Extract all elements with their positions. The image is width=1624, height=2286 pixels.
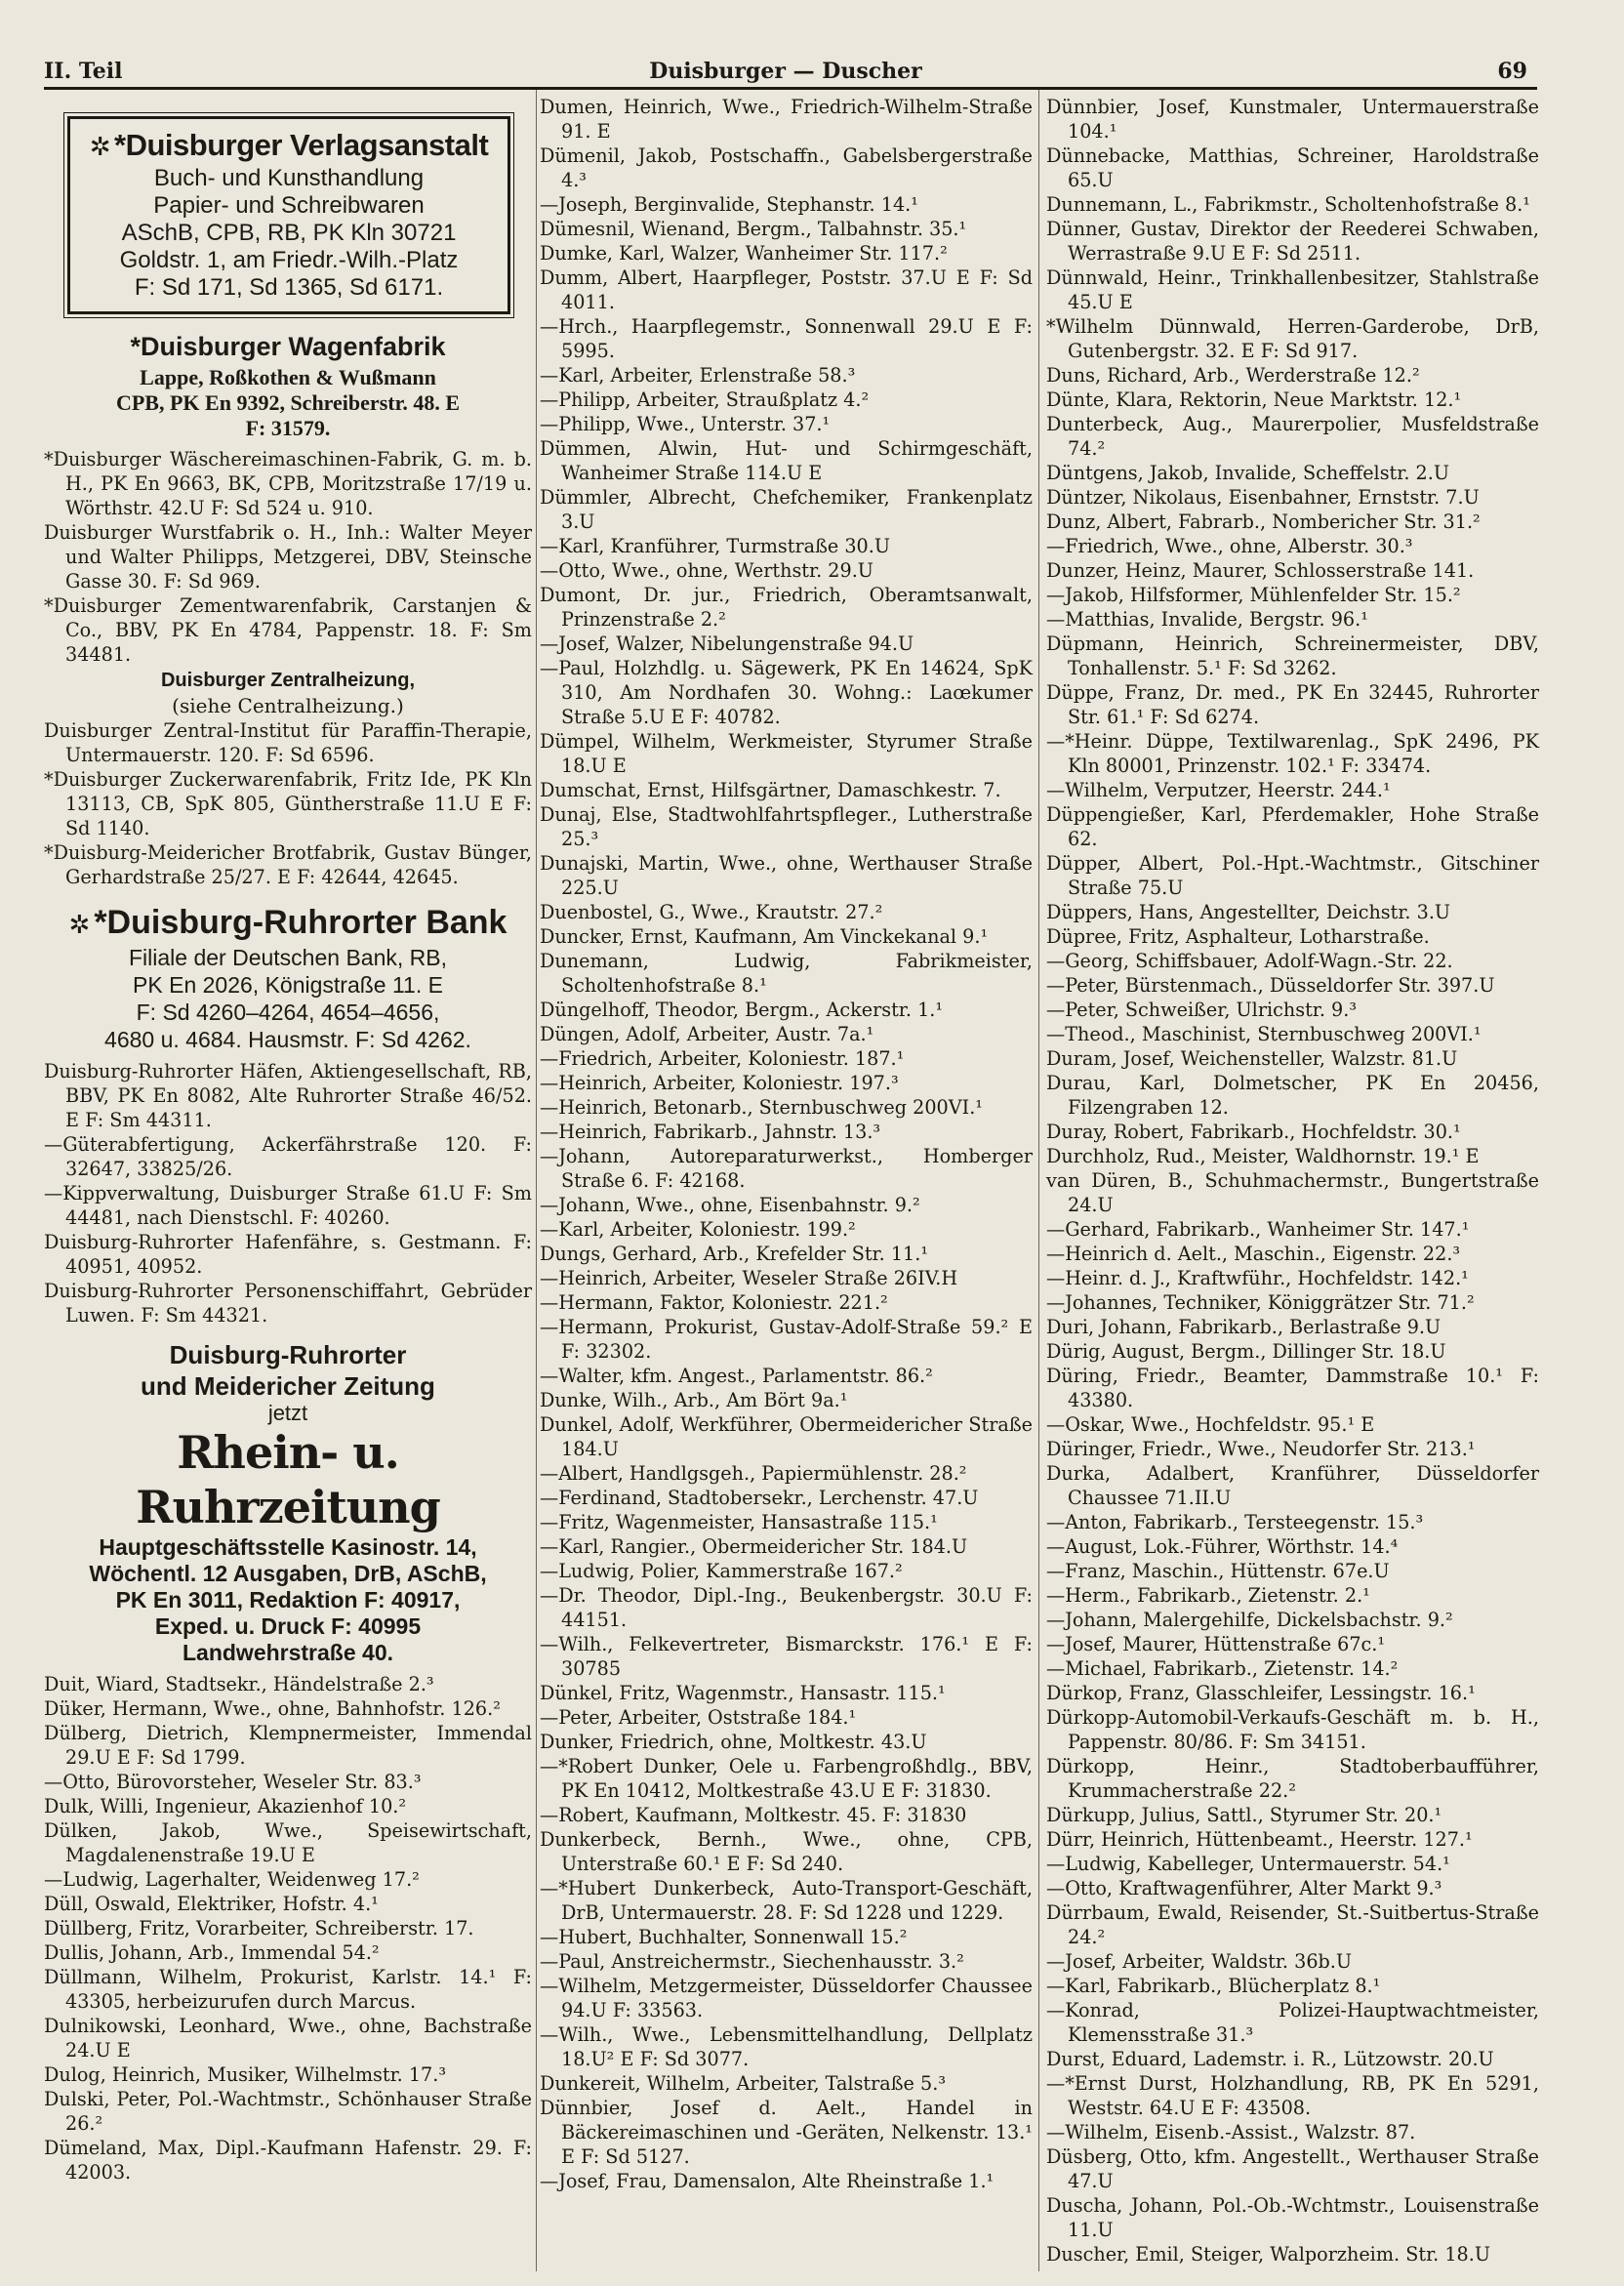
list-item: —Ludwig, Polier, Kammerstraße 167.² [540,1560,903,1582]
list-item: —Peter, Schweißer, Ulrichstr. 9.³ [1046,999,1358,1021]
page-number: 69 [1497,59,1527,84]
list-item: Dürrbaum, Ewald, Reisender, St.-Suitbertus-Straße 24.² [1046,1901,1539,1948]
list-item: *Duisburger Wäschereimaschinen-Fabrik, G. m. b. H., PK En 9663, BK, CPB, Moritzstraße 17/19 u. Wörthstr. 42.U F: Sd 524 u. 910. [44,448,532,519]
list-item: Düntgens, Jakob, Invalide, Scheffelstr. 2.U [1046,462,1449,484]
list-item: *Duisburger Zuckerwarenfabrik, Fritz Ide, PK Kln 13113, CB, SpK 805, Güntherstraße 11.U E F: Sd 1140. [44,768,532,839]
list-item: Dürkupp, Julius, Sattl., Styrumer Str. 20.¹ [1046,1804,1442,1826]
list-item: Düppe, Franz, Dr. med., PK En 32445, Ruhrorter Str. 61.¹ F: Sd 6274. [1046,681,1539,728]
entry-list [540,95,1033,2193]
list-item: Dürkopp-Automobil-Verkaufs-Geschäft m. b. H., Pappenstr. 80/86. F: Sm 34151. [1046,1706,1539,1753]
list-item: Düntzer, Nikolaus, Eisenbahner, Ernststr. 7.U [1046,486,1480,509]
ad-line: Lappe, Roßkothen & Wußmann [140,365,436,389]
list-item: Duisburg-Ruhrorter Häfen, Aktiengesellschaft, RB, BBV, PK En 8082, Alte Ruhrorter Straße 46/52. E F: Sm 44311. [44,1060,532,1131]
list-item: —Wilhelm, Eisenb.-Assist., Walzstr. 87. [1046,2121,1416,2143]
list-item: Düringer, Friedr., Wwe., Neudorfer Str. 213.¹ [1046,1438,1476,1460]
list-item: Düppengießer, Karl, Pferdemakler, Hohe Straße 62. [1046,803,1539,850]
list-item: *Duisburg-Meidericher Brotfabrik, Gustav Bünger, Gerhardstraße 25/27. E F: 42644, 42645. [44,841,532,888]
ad-zeitung [44,1339,532,1666]
ad-line: Hauptgeschäftsstelle Kasinostr. 14, [99,1534,477,1560]
list-item: —Josef, Walzer, Nibelungenstraße 94.U [540,633,914,655]
list-item: Dunkereit, Wilhelm, Arbeiter, Talstraße 5.³ [540,2072,947,2095]
list-item: —Wilh., Wwe., Lebensmittelhandlung, Dellplatz 18.U² E F: Sd 3077. [540,2023,1033,2070]
list-item: Dumke, Karl, Walzer, Wanheimer Str. 117.² [540,242,948,265]
list-item: —Josef, Maurer, Hüttenstraße 67c.¹ [1046,1633,1386,1655]
page-header [44,53,1527,86]
list-item: Düll, Oswald, Elektriker, Hofstr. 4.¹ [44,1893,379,1915]
list-item: Dunz, Albert, Fabrarb., Nombericher Str. 31.² [1046,510,1481,533]
ad-line: Wöchentl. 12 Ausgaben, DrB, ASchB, [89,1561,487,1586]
list-item: Dünnwald, Heinr., Trinkhallenbesitzer, Stahlstraße 45.U E [1046,266,1539,313]
list-item: Dumm, Albert, Haarpfleger, Poststr. 37.U E F: Sd 4011. [540,266,1033,313]
list-item: —Karl, Arbeiter, Erlenstraße 58.³ [540,364,856,387]
list-item: Dürkop, Franz, Glasschleifer, Lessingstr. 16.¹ [1046,1682,1476,1704]
list-item: —Johann, Malergehilfe, Dickelsbachstr. 9.² [1046,1609,1453,1631]
list-item: Düpper, Albert, Pol.-Hpt.-Wachtmstr., Gitschiner Straße 75.U [1046,852,1539,899]
ad-title: *Duisburg-Ruhrorter Bank [94,904,508,941]
list-item: Düllberg, Fritz, Vorarbeiter, Schreiberstr. 17. [44,1917,474,1939]
list-item: Durst, Eduard, Lademstr. i. R., Lützowstr. 20.U [1046,2048,1494,2070]
column-3 [1046,95,1539,2266]
list-item: —Konrad, Polizei-Hauptwachtmeister, Klemensstraße 31.³ [1046,1999,1539,2046]
list-item: —Johann, Wwe., ohne, Eisenbahnstr. 9.² [540,1194,920,1216]
list-item: —Karl, Kranführer, Turmstraße 30.U [540,535,891,557]
list-item: —Peter, Bürstenmach., Düsseldorfer Str. 397.U [1046,974,1495,997]
list-item: —Wilhelm, Verputzer, Heerstr. 244.¹ [1046,779,1391,801]
list-item: —Karl, Fabrikarb., Blücherplatz 8.¹ [1046,1975,1381,1997]
list-item: Dunkel, Adolf, Werkführer, Obermeidericher Straße 184.U [540,1413,1033,1460]
list-item: Dümenil, Jakob, Postschaffn., Gabelsbergerstraße 4.³ [540,144,1033,191]
ad-line: und Meidericher Zeitung [141,1371,435,1401]
list-item: Dumont, Dr. jur., Friedrich, Oberamtsanwalt, Prinzenstraße 2.² [540,584,1033,631]
list-item: —Paul, Anstreichermstr., Siechenhausstr. 3.² [540,1950,964,1973]
list-item: —Michael, Fabrikarb., Zietenstr. 14.² [1046,1657,1399,1680]
list-item: Dümesnil, Wienand, Bergm., Talbahnstr. 35.¹ [540,218,967,240]
list-item: —Herm., Fabrikarb., Zietenstr. 2.¹ [1046,1584,1370,1607]
list-item: Dunke, Wilh., Arb., Am Bört 9a.¹ [540,1389,848,1411]
list-item: —Johannes, Techniker, Königgrätzer Str. 71.² [1046,1291,1475,1314]
list-item: Düpmann, Heinrich, Schreinermeister, DBV, Tonhallenstr. 5.¹ F: Sd 3262. [1046,633,1539,679]
ad-line: 4680 u. 4684. Hausmstr. F: Sd 4262. [104,1027,471,1052]
list-item: Duncker, Ernst, Kaufmann, Am Vinckekanal 9.¹ [540,925,989,948]
list-item: *Duisburger Zementwarenfabrik, Carstanjen & Co., BBV, PK En 4784, Pappenstr. 18. F: Sm 34481. [44,594,532,666]
list-item: Dunajski, Martin, Wwe., ohne, Werthauser Straße 225.U [540,852,1033,899]
list-item: Duisburg-Ruhrorter Personenschiffahrt, Gebrüder Luwen. F: Sm 44321. [44,1280,532,1327]
list-item: —Friedrich, Arbeiter, Koloniestr. 187.¹ [540,1047,905,1070]
list-item: Dümeland, Max, Dipl.-Kaufmann Hafenstr. 29. F: 42003. [44,2137,532,2184]
list-item: Duscha, Johann, Pol.-Ob.-Wchtmstr., Louisenstraße 11.U [1046,2194,1539,2241]
list-item: Dünner, Gustav, Direktor der Reederei Schwaben, Werrastraße 9.U E F: Sd 2511. [1046,218,1539,265]
list-item: —Paul, Holzhdlg. u. Sägewerk, PK En 14624, SpK 310, Am Nordhafen 30. Wohng.: Laœkumer Straße 5.U E F: 40782. [540,657,1033,728]
ad-line: Buch- und Kunsthandlung [153,165,425,191]
list-item: —Franz, Maschin., Hüttenstr. 67e.U [1046,1560,1390,1582]
header-rule [44,87,1537,90]
ad-title: Rhein- u. Ruhrzeitung [136,1426,440,1533]
list-item: —Güterabfertigung, Ackerfährstraße 120. F: 32647, 33825/26. [44,1133,532,1180]
list-item: Duri, Johann, Fabrikarb., Berlastraße 9.U [1046,1316,1441,1338]
list-item: —Oskar, Wwe., Hochfeldstr. 95.¹ E [1046,1413,1375,1436]
list-item: Dülken, Jakob, Wwe., Speisewirtschaft, Magdalenenstraße 19.U E [44,1819,532,1866]
list-item: Düring, Friedr., Beamter, Dammstraße 10.¹ F: 43380. [1046,1365,1539,1411]
list-item: Dünte, Klara, Rektorin, Neue Marktstr. 12.¹ [1046,388,1462,411]
list-item: Dulog, Heinrich, Musiker, Wilhelmstr. 17.³ [44,2063,447,2086]
list-item: —*Heinr. Düppe, Textilwarenlag., SpK 2496, PK Kln 80001, Prinzenstr. 102.¹ F: 33474. [1046,730,1539,777]
entry-list [44,1672,532,2184]
list-item: —Heinr. d. J., Kraftwführ., Hochfeldstr. 142.¹ [1046,1267,1469,1289]
list-item: Düker, Hermann, Wwe., ohne, Bahnhofstr. 126.² [44,1697,501,1720]
list-item: Dunnemann, L., Fabrikmstr., Scholtenhofstraße 8.¹ [1046,193,1530,216]
list-item: Dulk, Willi, Ingenieur, Akazienhof 10.² [44,1795,407,1817]
list-item: —Ludwig, Kabelleger, Untermauerstr. 54.¹ [1046,1853,1450,1875]
column-2 [540,95,1033,2193]
ad-bank [44,903,532,1053]
list-item: Dulnikowski, Leonhard, Wwe., ohne, Bachstraße 24.U E [44,2015,532,2061]
ad-verlagsanstalt [67,116,510,314]
list-item: —Anton, Fabrikarb., Tersteegenstr. 15.³ [1046,1511,1424,1533]
entry-list [1046,95,1539,2266]
list-item: —Heinrich d. Aelt., Maschin., Eigenstr. 22.³ [1046,1243,1461,1265]
list-item: Dünkel, Fritz, Wagenmstr., Hansastr. 115.¹ [540,1682,946,1704]
section-heading: Duisburger Zentralheizung, [160,670,416,691]
list-item: Dülberg, Dietrich, Klempnermeister, Immendal 29.U E F: Sd 1799. [44,1722,532,1769]
list-item: —Matthias, Invalide, Bergstr. 96.¹ [1046,608,1368,631]
column-divider [536,90,537,2271]
ad-line: PK En 3011, Redaktion F: 40917, [115,1587,461,1612]
list-item: Dünnbier, Josef, Kunstmaler, Untermauerstraße 104.¹ [1046,96,1539,143]
ad-line: jetzt [267,1401,308,1425]
list-item: Dumen, Heinrich, Wwe., Friedrich-Wilhelm-Straße 91. E [540,96,1033,143]
ad-line: Goldstr. 1, am Friedr.-Wilh.-Platz [119,247,459,273]
list-item: Dünnbier, Josef d. Aelt., Handel in Bäckereimaschinen und -Geräten, Nelkenstr. 13.¹ E F: Sd 5127. [540,2097,1033,2168]
list-item: —Joseph, Berginvalide, Stephanstr. 14.¹ [540,193,918,216]
list-item: Duns, Richard, Arb., Werderstraße 12.² [1046,364,1420,387]
section-note: (siehe Centralheizung.) [172,694,404,717]
list-item: —*Hubert Dunkerbeck, Auto-Transport-Geschäft, DrB, Untermauerstr. 28. F: Sd 1228 und 1229. [540,1877,1033,1924]
list-item: —Heinrich, Betonarb., Sternbuschweg 200VI.¹ [540,1096,983,1119]
list-item: —Theod., Maschinist, Sternbuschweg 200VI.¹ [1046,1023,1482,1045]
list-item: Dunemann, Ludwig, Fabrikmeister, Scholtenhofstraße 8.¹ [540,950,1033,997]
list-item: Düsberg, Otto, kfm. Angestellt., Werthauser Straße 47.U [1046,2145,1539,2192]
ad-line: Papier- und Schreibwaren [153,192,425,219]
ad-line: F: 31579. [245,416,331,440]
list-item: —Wilh., Felkevertreter, Bismarckstr. 176.¹ E F: 30785 [540,1633,1033,1680]
list-item: —Hrch., Haarpflegemstr., Sonnenwall 29.U E F: 5995. [540,315,1033,362]
list-item: Dümpel, Wilhelm, Werkmeister, Styrumer Straße 18.U E [540,730,1033,777]
list-item: —Friedrich, Wwe., ohne, Alberstr. 30.³ [1046,535,1413,557]
list-item: —Karl, Rangier., Obermeidericher Str. 184.U [540,1535,968,1558]
list-item: Dürig, August, Bergm., Dillinger Str. 18.U [1046,1340,1446,1363]
column-1 [44,95,532,2184]
list-item: Duisburger Wurstfabrik o. H., Inh.: Walter Meyer und Walter Philipps, Metzgerei, DBV, Steinsche Gasse 30. F: Sd 969. [44,521,532,592]
list-item: —Fritz, Wagenmeister, Hansastraße 115.¹ [540,1511,938,1533]
list-item: —Johann, Autoreparaturwerkst., Homberger Straße 6. F: 42168. [540,1145,1033,1192]
list-item: —Josef, Arbeiter, Waldstr. 36b.U [1046,1950,1353,1973]
list-item: Düllmann, Wilhelm, Prokurist, Karlstr. 14.¹ F: 43305, herbeizurufen durch Marcus. [44,1966,532,2013]
list-item: —Ferdinand, Stadtobersekr., Lerchenstr. 47.U [540,1487,979,1509]
list-item: Duisburg-Ruhrorter Hafenfähre, s. Gestmann. F: 40951, 40952. [44,1231,532,1278]
list-item: Duram, Josef, Weichensteller, Walzstr. 81.U [1046,1047,1458,1070]
list-item: —Walter, kfm. Angest., Parlamentstr. 86.² [540,1365,933,1387]
ad-line: ASchB, CPB, RB, PK Kln 30721 [121,220,457,246]
list-item: —Karl, Arbeiter, Koloniestr. 199.² [540,1218,856,1241]
list-item: Duray, Robert, Fabrikarb., Hochfeldstr. 30.¹ [1046,1121,1461,1143]
ornament-icon: ✲ [68,910,91,939]
list-item: —Dr. Theodor, Dipl.-Ing., Beukenbergstr. 30.U F: 44151. [540,1584,1033,1631]
list-item: Dümmler, Albrecht, Chefchemiker, Frankenplatz 3.U [540,486,1033,533]
list-item: Dünnebacke, Matthias, Schreiner, Haroldstraße 65.U [1046,144,1539,191]
list-item: —Philipp, Arbeiter, Straußplatz 4.² [540,388,870,411]
ad-line: Exped. u. Druck F: 40995 [154,1613,422,1639]
list-item: —Heinrich, Fabrikarb., Jahnstr. 13.³ [540,1121,881,1143]
ad-line: Duisburg-Ruhrorter [169,1340,407,1369]
list-item: Dunkerbeck, Bernh., Wwe., ohne, CPB, Unterstraße 60.¹ E F: Sd 240. [540,1828,1033,1875]
list-item: —Kippverwaltung, Duisburger Straße 61.U F: Sm 44481, nach Dienstschl. F: 40260. [44,1182,532,1229]
list-item: Dunker, Friedrich, ohne, Moltkestr. 43.U [540,1731,927,1753]
list-item: —Hermann, Faktor, Koloniestr. 221.² [540,1291,888,1314]
header-range: Duisburger — Duscher [649,59,922,84]
list-item: Duscher, Emil, Steiger, Walporzheim. Str. 18.U [1046,2243,1491,2266]
list-item: —Albert, Handlgsgeh., Papiermühlenstr. 28.² [540,1462,967,1485]
ad-line: Filiale der Deutschen Bank, RB, [129,945,447,970]
list-item: —Philipp, Wwe., Unterstr. 37.¹ [540,413,831,435]
list-item: Dümmen, Alwin, Hut- und Schirmgeschäft, Wanheimer Straße 114.U E [540,437,1033,484]
list-item: Düppers, Hans, Angestellter, Deichstr. 3.U [1046,901,1451,923]
list-item: —Gerhard, Fabrikarb., Wanheimer Str. 147.¹ [1046,1218,1470,1241]
list-item: Dullis, Johann, Arb., Immendal 54.² [44,1941,380,1964]
list-item: Dunzer, Heinz, Maurer, Schlosserstraße 141. [1046,559,1475,582]
list-item: —Josef, Frau, Damensalon, Alte Rheinstraße 1.¹ [540,2170,995,2192]
list-item: —Peter, Arbeiter, Oststraße 184.¹ [540,1706,857,1729]
list-item: —Otto, Bürovorsteher, Weseler Str. 83.³ [44,1771,422,1793]
list-item: Durka, Adalbert, Kranführer, Düsseldorfer Chaussee 71.II.U [1046,1462,1539,1509]
list-item: Dulski, Peter, Pol.-Wachtmstr., Schönhauser Straße 26.² [44,2088,532,2135]
ad-wagenfabrik [44,328,532,441]
list-item: —Robert, Kaufmann, Moltkestr. 45. F: 31830 [540,1804,967,1826]
list-item: —Heinrich, Arbeiter, Weseler Straße 26IV.H [540,1267,958,1289]
list-item: Dumschat, Ernst, Hilfsgärtner, Damaschkestr. 7. [540,779,1001,801]
list-item: —Jakob, Hilfsformer, Mühlenfelder Str. 15.² [1046,584,1461,606]
list-item: Dürr, Heinrich, Hüttenbeamt., Heerstr. 127.¹ [1046,1828,1473,1851]
ad-line: F: Sd 4260–4264, 4654–4656, [136,1000,440,1025]
column-divider [1038,90,1039,2271]
ornament-icon: ✲ [89,132,111,161]
list-item: Düpree, Fritz, Asphalteur, Lotharstraße. [1046,925,1430,948]
ad-title: *Duisburger Wagenfabrik [130,332,446,361]
list-item: —Wilhelm, Metzgermeister, Düsseldorfer Chaussee 94.U F: 33563. [540,1975,1033,2021]
ad-line: Landwehrstraße 40. [182,1640,394,1665]
list-item: —Heinrich, Arbeiter, Koloniestr. 197.³ [540,1072,899,1094]
list-item: Durau, Karl, Dolmetscher, PK En 20456, Filzengraben 12. [1046,1072,1539,1119]
list-item: Duisburger Zentral-Institut für Paraffin-Therapie, Untermauerstr. 120. F: Sd 6596. [44,719,532,766]
list-item: —Otto, Kraftwagenführer, Alter Markt 9.³ [1046,1877,1442,1899]
list-item: —*Ernst Durst, Holzhandlung, RB, PK En 5291, Weststr. 64.U E F: 43508. [1046,2072,1539,2119]
list-item: van Düren, B., Schuhmachermstr., Bungertstraße 24.U [1046,1169,1539,1216]
list-item: Duit, Wiard, Stadtsekr., Händelstraße 2.³ [44,1673,434,1695]
list-item: —*Robert Dunker, Oele u. Farbengroßhdlg., BBV, PK En 10412, Moltkestraße 43.U E F: 31830. [540,1755,1033,1802]
header-section: II. Teil [44,59,123,84]
list-item: Duenbostel, G., Wwe., Krautstr. 27.² [540,901,883,923]
list-item: Düngelhoff, Theodor, Bergm., Ackerstr. 1.¹ [540,999,944,1021]
list-item: *Wilhelm Dünnwald, Herren-Garderobe, DrB, Gutenbergstr. 32. E F: Sd 917. [1046,315,1539,362]
list-item: —August, Lok.-Führer, Wörthstr. 14.⁴ [1046,1535,1399,1558]
list-item: —Georg, Schiffsbauer, Adolf-Wagn.-Str. 22. [1046,950,1453,972]
list-item: Dunaj, Else, Stadtwohlfahrtspfleger., Lutherstraße 25.³ [540,803,1033,850]
list-item: Dunterbeck, Aug., Maurerpolier, Musfeldstraße 74.² [1046,413,1539,460]
list-item: Dungs, Gerhard, Arb., Krefelder Str. 11.¹ [540,1243,929,1265]
list-item: —Hermann, Prokurist, Gustav-Adolf-Straße 59.² E F: 32302. [540,1316,1033,1363]
list-item: —Hubert, Buchhalter, Sonnenwall 15.² [540,1926,908,1948]
list-item: Düngen, Adolf, Arbeiter, Austr. 7a.¹ [540,1023,874,1045]
ad-line: F: Sd 171, Sd 1365, Sd 6171. [134,274,444,301]
ad-title: *Duisburger Verlagsanstalt [114,128,489,162]
ad-line: CPB, PK En 9392, Schreiberstr. 48. E [115,390,460,415]
ad-line: PK En 2026, Königstraße 11. E [133,972,443,998]
list-item: —Ludwig, Lagerhalter, Weidenweg 17.² [44,1868,420,1891]
list-item: —Otto, Wwe., ohne, Werthstr. 29.U [540,559,873,582]
list-item: Dürkopp, Heinr., Stadtoberbaufführer, Krummacherstraße 22.² [1046,1755,1539,1802]
list-item: Durchholz, Rud., Meister, Waldhornstr. 19.¹ E [1046,1145,1480,1167]
